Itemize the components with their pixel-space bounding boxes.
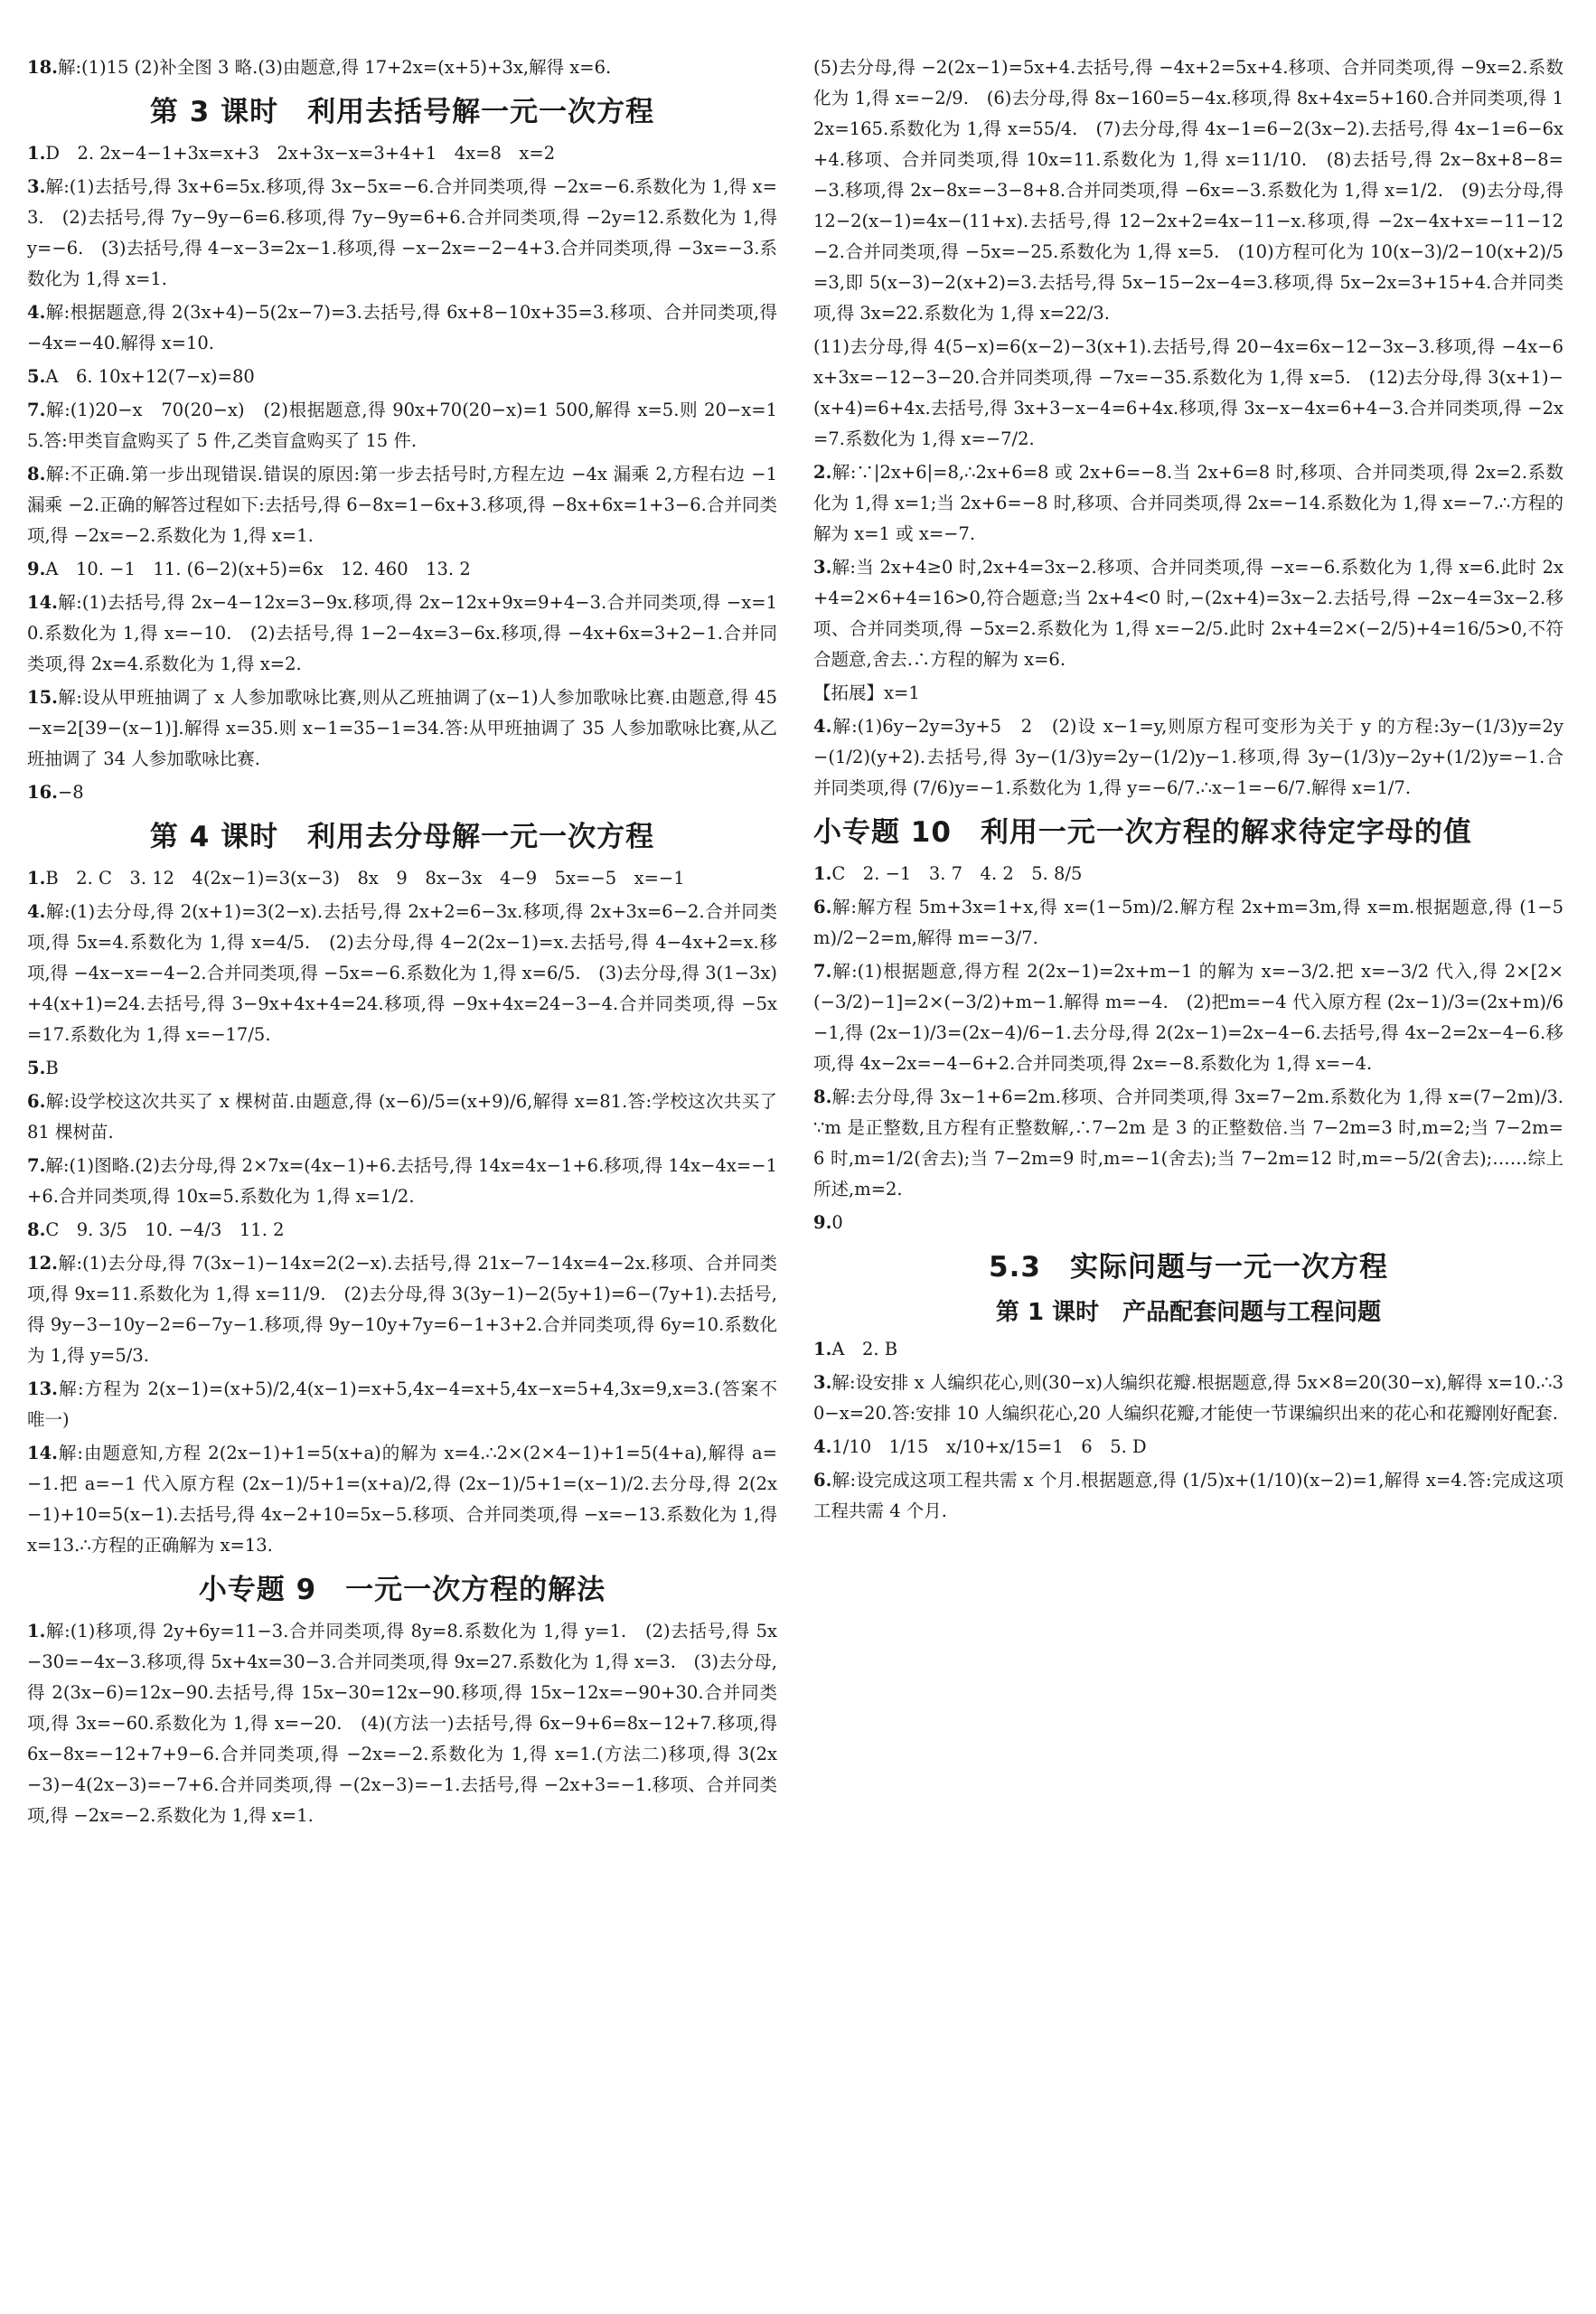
item-number: 6. [813, 897, 832, 917]
answer-item [27, 777, 777, 808]
item-number: 6. [813, 1470, 832, 1491]
item-number: 16. [27, 782, 58, 803]
item-number: 14. [27, 1443, 58, 1463]
answer-item [813, 52, 1563, 329]
answer-item [813, 552, 1563, 675]
item-text: 解:设从甲班抽调了 x 人参加歌咏比赛,则从乙班抽调了(x−1)人参加歌咏比赛.由题意,得 45−x=2[39−(x−1)].解得 x=35.则 x−1=35−1=34.答:从甲班抽调了 35 人参加歌咏比赛,从乙班抽调了 34 人参加歌咏比赛. [27, 687, 777, 769]
left-pre-items [27, 52, 777, 83]
answer-item [27, 395, 777, 456]
item-text: (11)去分母,得 4(5−x)=6(x−2)−3(x+1).去括号,得 20−4x=6x−12−3x−3.移项,得 −4x−6x+3x=−12−3−20.合并同类项,得 −7x=−35.系数化为 1,得 x=5. (12)去分母,得 3(x+1)−(x+4)=6+4x.去括号,得 3x+3−x−4=6+4x.移项,得 3x−x−4x=6+4−3.合并同类项,得 −2x=7.系数化为 1,得 x=−7/2. [813, 336, 1563, 449]
answer-item [813, 457, 1563, 550]
topic9-title: 小专题 9 一元一次方程的解法 [198, 1574, 606, 1606]
item-text: 0 [831, 1212, 843, 1233]
item-text: C 9. 3/5 10. −4/3 11. 2 [45, 1219, 285, 1240]
item-text: A 10. −1 11. (6−2)(x+5)=6x 12. 460 13. 2 [45, 559, 471, 579]
item-number: 1. [27, 868, 46, 889]
answer-item [27, 1151, 777, 1212]
left-column [27, 52, 777, 1834]
item-number: 6. [27, 1091, 46, 1112]
item-number: 12. [27, 1253, 58, 1274]
item-text: 【拓展】x=1 [813, 682, 920, 703]
answer-item [813, 711, 1563, 804]
answer-item [813, 859, 1563, 889]
item-number: 9. [27, 559, 46, 579]
item-number: 14. [27, 592, 58, 613]
answer-item [27, 1374, 777, 1435]
answer-item [813, 1368, 1563, 1429]
item-text: B [45, 1058, 59, 1078]
answer-item [27, 1438, 777, 1561]
item-text: A 6. 10x+12(7−x)=80 [45, 366, 255, 387]
item-number: 15. [27, 687, 58, 708]
item-number: 7. [27, 1155, 46, 1176]
item-number: 9. [813, 1212, 832, 1233]
item-number: 4. [813, 716, 832, 737]
item-text: −8 [57, 782, 84, 803]
answer-item [27, 897, 777, 1050]
lesson3-title: 第 3 课时 利用去括号解一元一次方程 [149, 96, 655, 128]
item-number: 18. [27, 57, 58, 78]
item-text: 解:当 2x+4≥0 时,2x+4=3x−2.移项、合并同类项,得 −x=−6.系数化为 1,得 x=6.此时 2x+4=2×6+4=16>0,符合题意;当 2x+4<0 时,−(2x+4)=3x−2.去括号,得 −2x−4=3x−2.移项、合并同类项,得 −5x=2.系数化为 1,得 x=−2/5.此时 2x+4=2×(−2/5)+4=16/5>0,不符合题意,舍去.∴方程的解为 x=6. [813, 557, 1563, 670]
answer-item [813, 956, 1563, 1079]
item-number: 7. [27, 400, 46, 420]
lesson4-items [27, 863, 777, 1561]
answer-item [813, 1432, 1563, 1463]
item-text: 解:(1)根据题意,得方程 2(2x−1)=2x+m−1 的解为 x=−3/2.把 x=−3/2 代入,得 2×[2×(−3/2)−1]=2×(−3/2)+m−1.解得 m=−4. (2)把m=−4 代入原方程 (2x−1)/3=(2x+m)/6−1,得 (2x−1)/3=(2x−4)/6−1.去分母,得 2(2x−1)=2x−4−6.去括号,得 4x−2=2x−4−6.移项,得 4x−2x=−4−6+2.合并同类项,得 2x=−8.系数化为 1,得 x=−4. [813, 961, 1563, 1074]
item-text: 解:(1)6y−2y=3y+5 2 (2)设 x−1=y,则原方程可变形为关于 y 的方程:3y−(1/3)y=2y−(1/2)(y+2).去括号,得 3y−(1/3)y=2y−(1/2)y−1.移项,得 3y−(1/3)y−2y+(1/2)y=−1.合并同类项,得 (7/6)y=−1.系数化为 1,得 y=−6/7.∴x−1=−6/7.解得 x=1/7. [813, 716, 1563, 798]
answer-item [27, 362, 777, 392]
item-text: 解:设完成这项工程共需 x 个月.根据题意,得 (1/5)x+(1/10)(x−2)=1,解得 x=4.答:完成这项工程共需 4 个月. [813, 1470, 1563, 1521]
answer-item [813, 1208, 1563, 1238]
answer-item [813, 1082, 1563, 1205]
item-number: 1. [27, 1621, 46, 1641]
answer-item [813, 1334, 1563, 1365]
item-text: 解:(1)图略.(2)去分母,得 2×7x=(4x−1)+6.去括号,得 14x=4x−1+6.移项,得 14x−4x=−1+6.合并同类项,得 10x=5.系数化为 1,得 x=1/2. [27, 1155, 777, 1207]
item-number: 8. [27, 464, 46, 484]
item-text: D 2. 2x−4−1+3x=x+3 2x+3x−x=3+4+1 4x=8 x=2 [45, 143, 556, 164]
item-text: 解:由题意知,方程 2(2x−1)+1=5(x+a)的解为 x=4.∴2×(2×4−1)+1=5(4+a),解得 a=−1.把 a=−1 代入原方程 (2x−1)/5+1=(x+a)/2,得 (2x−1)/5+1=(x−1)/2.去分母,得 2(2x−1)+10=5(x−1).去括号,得 4x−2+10=5x−5.移项、合并同类项,得 −x=−13.系数化为 1,得 x=13.∴方程的正确解为 x=13. [27, 1443, 777, 1556]
item-text: 解:设安排 x 人编织花心,则(30−x)人编织花瓣.根据题意,得 5x×8=20(30−x),解得 x=10.∴30−x=20.答:安排 10 人编织花心,20 人编织花瓣,才能使一节课编织出来的花心和花瓣刚好配套. [813, 1372, 1563, 1424]
item-text: C 2. −1 3. 7 4. 2 5. 8/5 [831, 863, 1083, 884]
answer-item [813, 1465, 1563, 1527]
answer-item [813, 678, 1563, 709]
item-text: 解:方程为 2(x−1)=(x+5)/2,4(x−1)=x+5,4x−4=x+5,4x−x=5+4,3x=9,x=3.(答案不唯一) [27, 1378, 777, 1430]
section53-title: 5.3 实际问题与一元一次方程 [989, 1251, 1388, 1284]
item-text: 解:设学校这次共买了 x 棵树苗.由题意,得 (x−6)/5=(x+9)/6,解得 x=81.答:学校这次共买了 81 棵树苗. [27, 1091, 777, 1143]
item-number: 13. [27, 1378, 58, 1399]
section53-items [813, 1334, 1563, 1527]
topic9-items [27, 1616, 777, 1831]
item-number: 5. [27, 366, 46, 387]
item-text: 解:(1)去分母,得 7(3x−1)−14x=2(2−x).去括号,得 21x−7−14x=4−2x.移项、合并同类项,得 9x=11.系数化为 1,得 x=11/9. (2)去分母,得 3(3y−1)−2(5y+1)=6−(7y+1).去括号,得 9y−3−10y−2=6−7y−1.移项,得 9y−10y+7y=6−1+3+2.合并同类项,得 6y=10.系数化为 1,得 y=5/3. [27, 1253, 777, 1366]
right-pre-items [813, 52, 1563, 804]
answer-item [27, 1616, 777, 1831]
item-number: 8. [813, 1086, 832, 1107]
answer-item [813, 332, 1563, 455]
item-number: 3. [27, 176, 46, 197]
item-number: 2. [813, 462, 832, 483]
topic10-items [813, 859, 1563, 1238]
item-text: 解:(1)去括号,得 2x−4−12x=3−9x.移项,得 2x−12x+9x=9+4−3.合并同类项,得 −x=10.系数化为 1,得 x=−10. (2)去括号,得 1−2−4x=3−6x.移项,得 −4x+6x=3+2−1.合并同类项,得 2x=4.系数化为 1,得 x=2. [27, 592, 777, 674]
answer-item [27, 588, 777, 680]
answer-item [27, 172, 777, 295]
item-number: 4. [27, 901, 46, 922]
item-text: 解:不正确.第一步出现错误.错误的原因:第一步去括号时,方程左边 −4x 漏乘 2,方程右边 −1 漏乘 −2.正确的解答过程如下:去括号,得 6−8x=1−6x+3.移项,得 −8x+6x=1+3−6.合并同类项,得 −2x=−2.系数化为 1,得 x=1. [27, 464, 777, 546]
item-text: 解:(1)去括号,得 3x+6=5x.移项,得 3x−5x=−6.合并同类项,得 −2x=−6.系数化为 1,得 x=3. (2)去括号,得 7y−9y−6=6.移项,得 7y−9y=6+6.合并同类项,得 −2y=12.系数化为 1,得 y=−6. (3)去括号,得 4−x−3=2x−1.移项,得 −x−2x=−2−4+3.合并同类项,得 −3x=−3.系数化为 1,得 x=1. [27, 176, 777, 289]
item-text: 解:(1)20−x 70(20−x) (2)根据题意,得 90x+70(20−x)=1 500,解得 x=5.则 20−x=15.答:甲类盲盒购买了 5 件,乙类盲盒购买了 15 件. [27, 400, 777, 451]
answer-item [27, 459, 777, 551]
lesson4-title: 第 4 课时 利用去分母解一元一次方程 [149, 821, 655, 853]
answer-item [27, 1215, 777, 1246]
item-text: 解:(1)移项,得 2y+6y=11−3.合并同类项,得 8y=8.系数化为 1,得 y=1. (2)去括号,得 5x−30=−4x−3.移项,得 5x+4x=30−3.合并同类项,得 9x=27.系数化为 1,得 x=3. (3)去分母,得 2(3x−6)=12x−90.去括号,得 15x−30=12x−90.移项,得 15x−12x=−90+30.合并同类项,得 3x=−60.系数化为 1,得 x=−20. (4)(方法一)去括号,得 6x−9+6=8x−12+7.移项,得 6x−8x=−12+7+9−6.合并同类项,得 −2x=−2.系数化为 1,得 x=1.(方法二)移项,得 3(2x−3)−4(2x−3)=−7+6.合并同类项,得 −(2x−3)=−1.去括号,得 −2x+3=−1.移项、合并同类项,得 −2x=−2.系数化为 1,得 x=1. [27, 1621, 777, 1826]
item-number: 3. [813, 1372, 832, 1393]
item-text: A 2. B [831, 1339, 898, 1359]
item-text: B 2. C 3. 12 4(2x−1)=3(x−3) 8x 9 8x−3x 4−9 5x=−5 x=−1 [45, 868, 685, 889]
item-number: 5. [27, 1058, 46, 1078]
item-text: 解:解方程 5m+3x=1+x,得 x=(1−5m)/2.解方程 2x+m=3m,得 x=m.根据题意,得 (1−5m)/2−2=m,解得 m=−3/7. [813, 897, 1563, 948]
item-text: 1/10 1/15 x/10+x/15=1 6 5. D [831, 1436, 1147, 1457]
answer-item [813, 892, 1563, 954]
answer-item [27, 863, 777, 894]
item-number: 8. [27, 1219, 46, 1240]
item-text: (5)去分母,得 −2(2x−1)=5x+4.去括号,得 −4x+2=5x+4.移项、合并同类项,得 −9x=2.系数化为 1,得 x=−2/9. (6)去分母,得 8x−160=5−4x.移项,得 8x+4x=5+160.合并同类项,得 12x=165.系数化为 1,得 x=55/4. (7)去分母,得 4x−1=6−2(3x−2).去括号,得 4x−1=6−6x+4.移项、合并同类项,得 10x=11.系数化为 1,得 x=11/10. (8)去括号,得 2x−8x+8−8=−3.移项,得 2x−8x=−3−8+8.合并同类项,得 −6x=−3.系数化为 1,得 x=1/2. (9)去分母,得 12−2(x−1)=4x−(11+x).去括号,得 12−2x+2=4x−11−x.移项,得 −2x−4x+x=−11−12−2.合并同类项,得 −5x=−25.系数化为 1,得 x=5. (10)方程可化为 10(x−3)/2−10(x+2)/5=3,即 5(x−3)−2(x+2)=3.去括号,得 5x−15−2x−4=3.移项,得 5x−2x=3+15+4.合并同类项,得 3x=22.系数化为 1,得 x=22/3. [813, 57, 1563, 324]
lesson3-items [27, 138, 777, 808]
item-text: 解:根据题意,得 2(3x+4)−5(2x−7)=3.去括号,得 6x+8−10x+35=3.移项、合并同类项,得 −4x=−40.解得 x=10. [27, 302, 777, 353]
right-column [813, 52, 1563, 1529]
item-number: 1. [813, 1339, 832, 1359]
item-text: 解:∵|2x+6|=8,∴2x+6=8 或 2x+6=−8.当 2x+6=8 时,移项、合并同类项,得 2x=2.系数化为 1,得 x=1;当 2x+6=−8 时,移项、合并同类项,得 2x=−14.系数化为 1,得 x=−7.∴方程的解为 x=1 或 x=−7. [813, 462, 1563, 544]
item-number: 1. [813, 863, 832, 884]
item-number: 4. [27, 302, 46, 323]
item-text: 解:(1)去分母,得 2(x+1)=3(2−x).去括号,得 2x+2=6−3x.移项,得 2x+3x=6−2.合并同类项,得 5x=4.系数化为 1,得 x=4/5. (2)去分母,得 4−2(2x−1)=x.去括号,得 4−4x+2=x.移项,得 −4x−x=−4−2.合并同类项,得 −5x=−6.系数化为 1,得 x=6/5. (3)去分母,得 3(1−3x)+4(x+1)=24.去括号,得 3−9x+4x+4=24.移项,得 −9x+4x=24−3−4.合并同类项,得 −5x=17.系数化为 1,得 x=−17/5. [27, 901, 777, 1045]
answer-item [27, 682, 777, 775]
answer-item [27, 52, 777, 83]
answer-item [27, 1086, 777, 1148]
answer-item [27, 138, 777, 169]
answer-item [27, 554, 777, 585]
answer-item [27, 1248, 777, 1371]
item-number: 1. [27, 143, 46, 164]
item-number: 3. [813, 557, 832, 578]
item-text: 解:去分母,得 3x−1+6=2m.移项、合并同类项,得 3x=7−2m.系数化为 1,得 x=(7−2m)/3.∵m 是正整数,且方程有正整数解,∴7−2m 是 3 的正整数倍.当 7−2m=3 时,m=2;当 7−2m=6 时,m=1/2(舍去);当 7−2m=9 时,m=−1(舍去);当 7−2m=12 时,m=−5/2(舍去);……综上所述,m=2. [813, 1086, 1563, 1199]
topic10-title: 小专题 10 利用一元一次方程的解求待定字母的值 [813, 816, 1472, 849]
answer-item [27, 297, 777, 359]
item-number: 7. [813, 961, 832, 982]
answer-item [27, 1053, 777, 1084]
section53-subtitle: 第 1 课时 产品配套问题与工程问题 [995, 1299, 1382, 1326]
item-number: 4. [813, 1436, 832, 1457]
item-text: 解:(1)15 (2)补全图 3 略.(3)由题意,得 17+2x=(x+5)+3x,解得 x=6. [57, 57, 612, 78]
